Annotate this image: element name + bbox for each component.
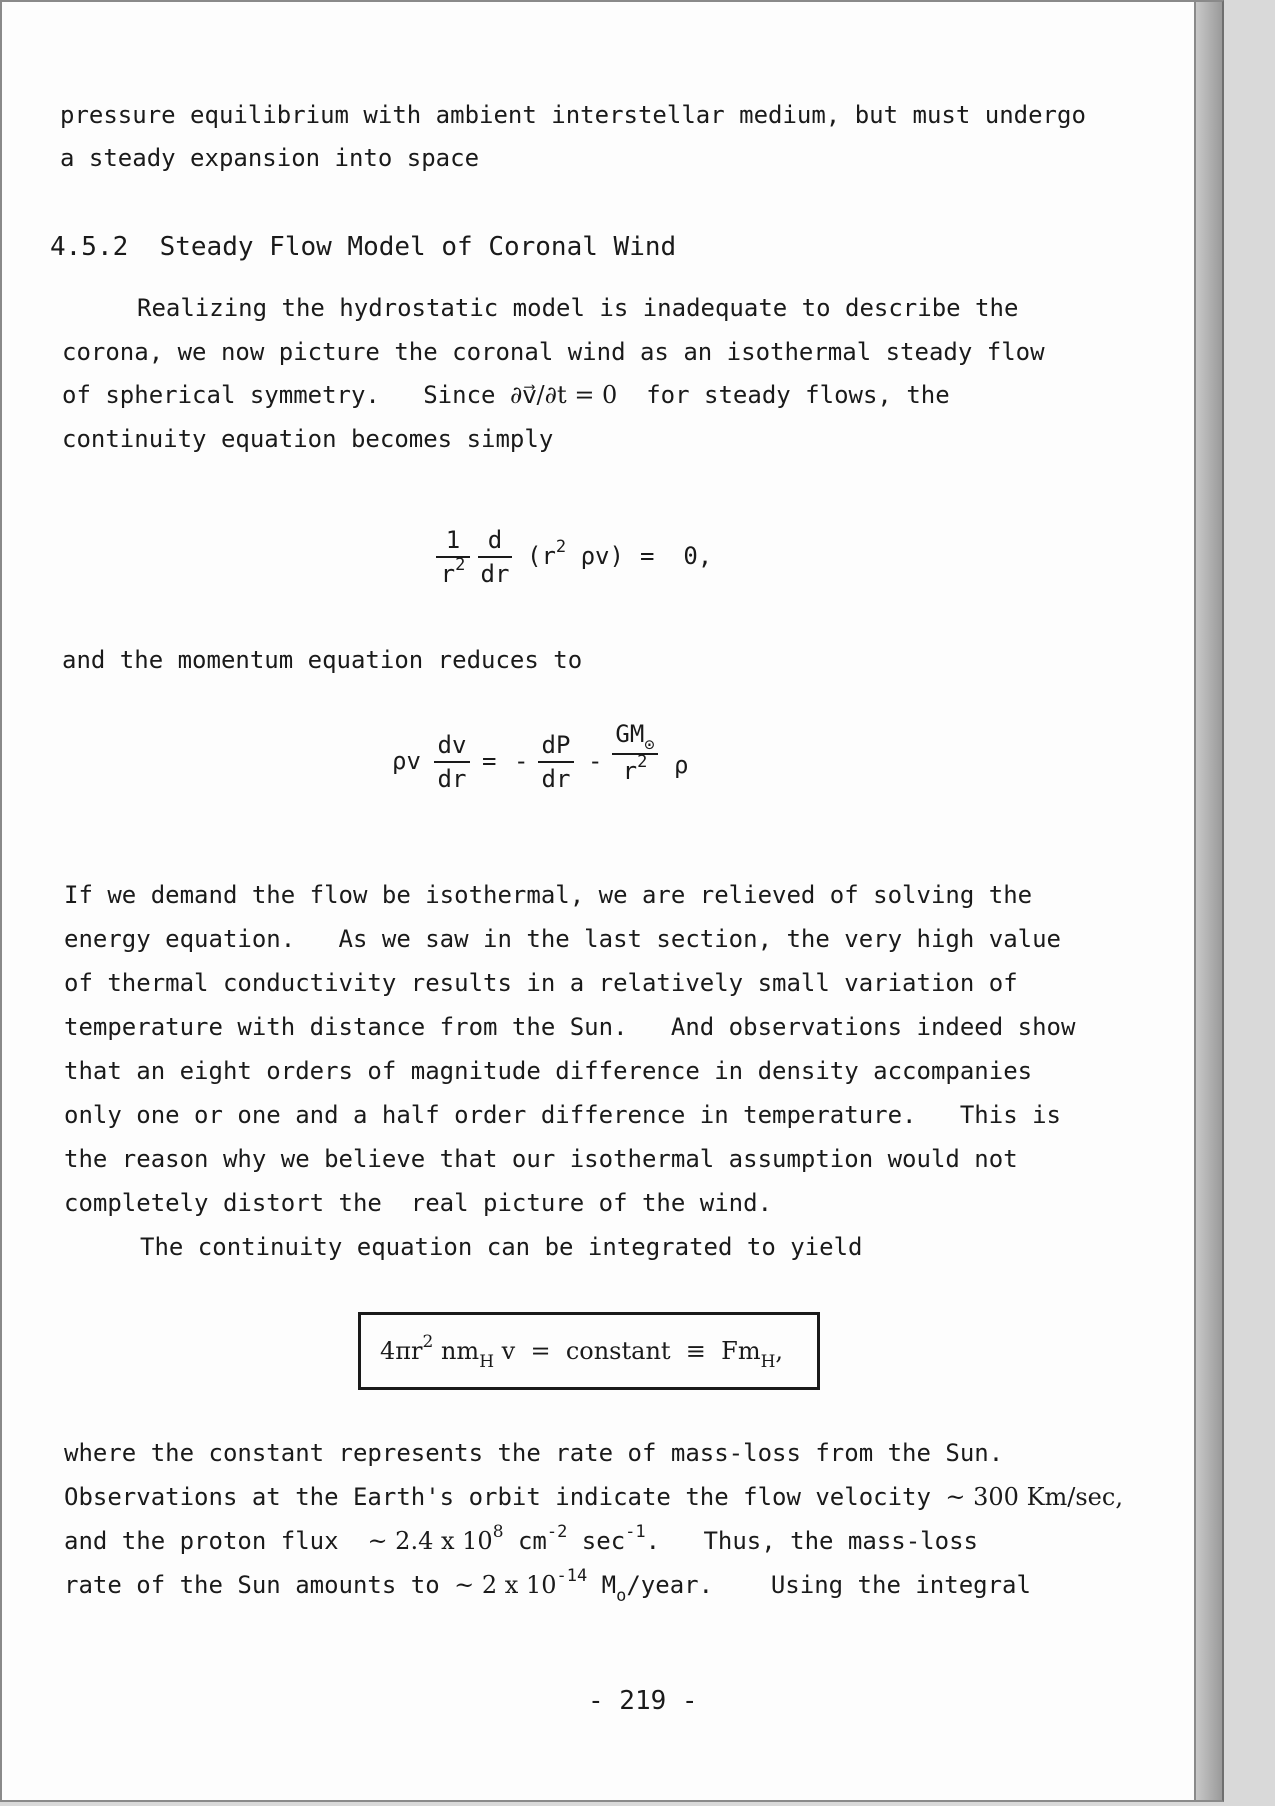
fraction: $GM_⊙$ $r^2$ (612, 720, 658, 788)
fraction: dv dr (434, 731, 470, 793)
text-line: a steady expansion into space (60, 144, 480, 172)
text-line: completely distort the real picture of the wind. (64, 1189, 773, 1217)
section-title: Steady Flow Model of Coronal Wind (159, 232, 677, 262)
text-line: of spherical symmetry. Since ∂v⃗/∂t = 0 for steady flows, the (62, 381, 950, 409)
velocity-value: ~ 300 Km/sec, (945, 1483, 1123, 1511)
text-line: corona, we now picture the coronal wind as an isothermal steady flow (62, 338, 1045, 366)
text-line: continuity equation becomes simply (62, 425, 554, 453)
text-line: The continuity equation can be integrated to yield (140, 1233, 863, 1261)
text-line: If we demand the flow be isothermal, we are relieved of solving the (64, 881, 1033, 909)
section-heading (50, 232, 676, 262)
fraction: 1 $r^2$ (436, 526, 470, 591)
text-line: the reason why we believe that our isothermal assumption would not (64, 1145, 1018, 1173)
boxed-equation-content: $4\pi r^2$ $nm_H$ v = constant ≡ $Fm_H$, (380, 1332, 784, 1372)
minus: - (588, 747, 603, 775)
math-inline: ∂v⃗/∂t = 0 (509, 381, 618, 409)
page-number: - 219 - (588, 1686, 698, 1716)
text-line: that an eight orders of magnitude difference in density accompanies (64, 1057, 1033, 1085)
equals: = (482, 747, 497, 775)
text-line: and the proton flux ~ 2.4 x $10^8$ $cm^{-2}$ $\sec^{-1}$. Thus, the mass-loss (64, 1522, 978, 1555)
section-number: 4.5.2 (50, 232, 129, 262)
text-line: where the constant represents the rate of mass-loss from the Sun. (64, 1439, 1004, 1467)
text-line: and the momentum equation reduces to (62, 646, 583, 674)
text-line: rate of the Sun amounts to ~ 2 x $10^{-14}$ $M_o$/year. Using the integral (64, 1566, 1031, 1606)
text-line: pressure equilibrium with ambient interstellar medium, but must undergo (60, 101, 1086, 129)
page-edge (1196, 0, 1224, 1802)
rho: ρ (674, 751, 689, 779)
text-line: Observations at the Earth's orbit indicate the flow velocity ~ 300 Km/sec, (64, 1483, 1123, 1511)
text-line: energy equation. As we saw in the last section, the very high value (64, 925, 1061, 953)
fraction: dP dr (538, 731, 574, 793)
text-line: temperature with distance from the Sun. And observations indeed show (64, 1013, 1076, 1041)
text-line: Realizing the hydrostatic model is inadequate to describe the (137, 294, 1019, 322)
fraction: d dr (478, 526, 512, 588)
minus: - (514, 747, 529, 775)
equation-body: ($r^2$ ρv) (527, 537, 624, 570)
equation-lhs: ρv (392, 747, 421, 775)
equation-rhs: = 0, (640, 542, 713, 570)
text-line: of thermal conductivity results in a relatively small variation of (64, 969, 1018, 997)
text-line: only one or one and a half order difference in temperature. This is (64, 1101, 1061, 1129)
